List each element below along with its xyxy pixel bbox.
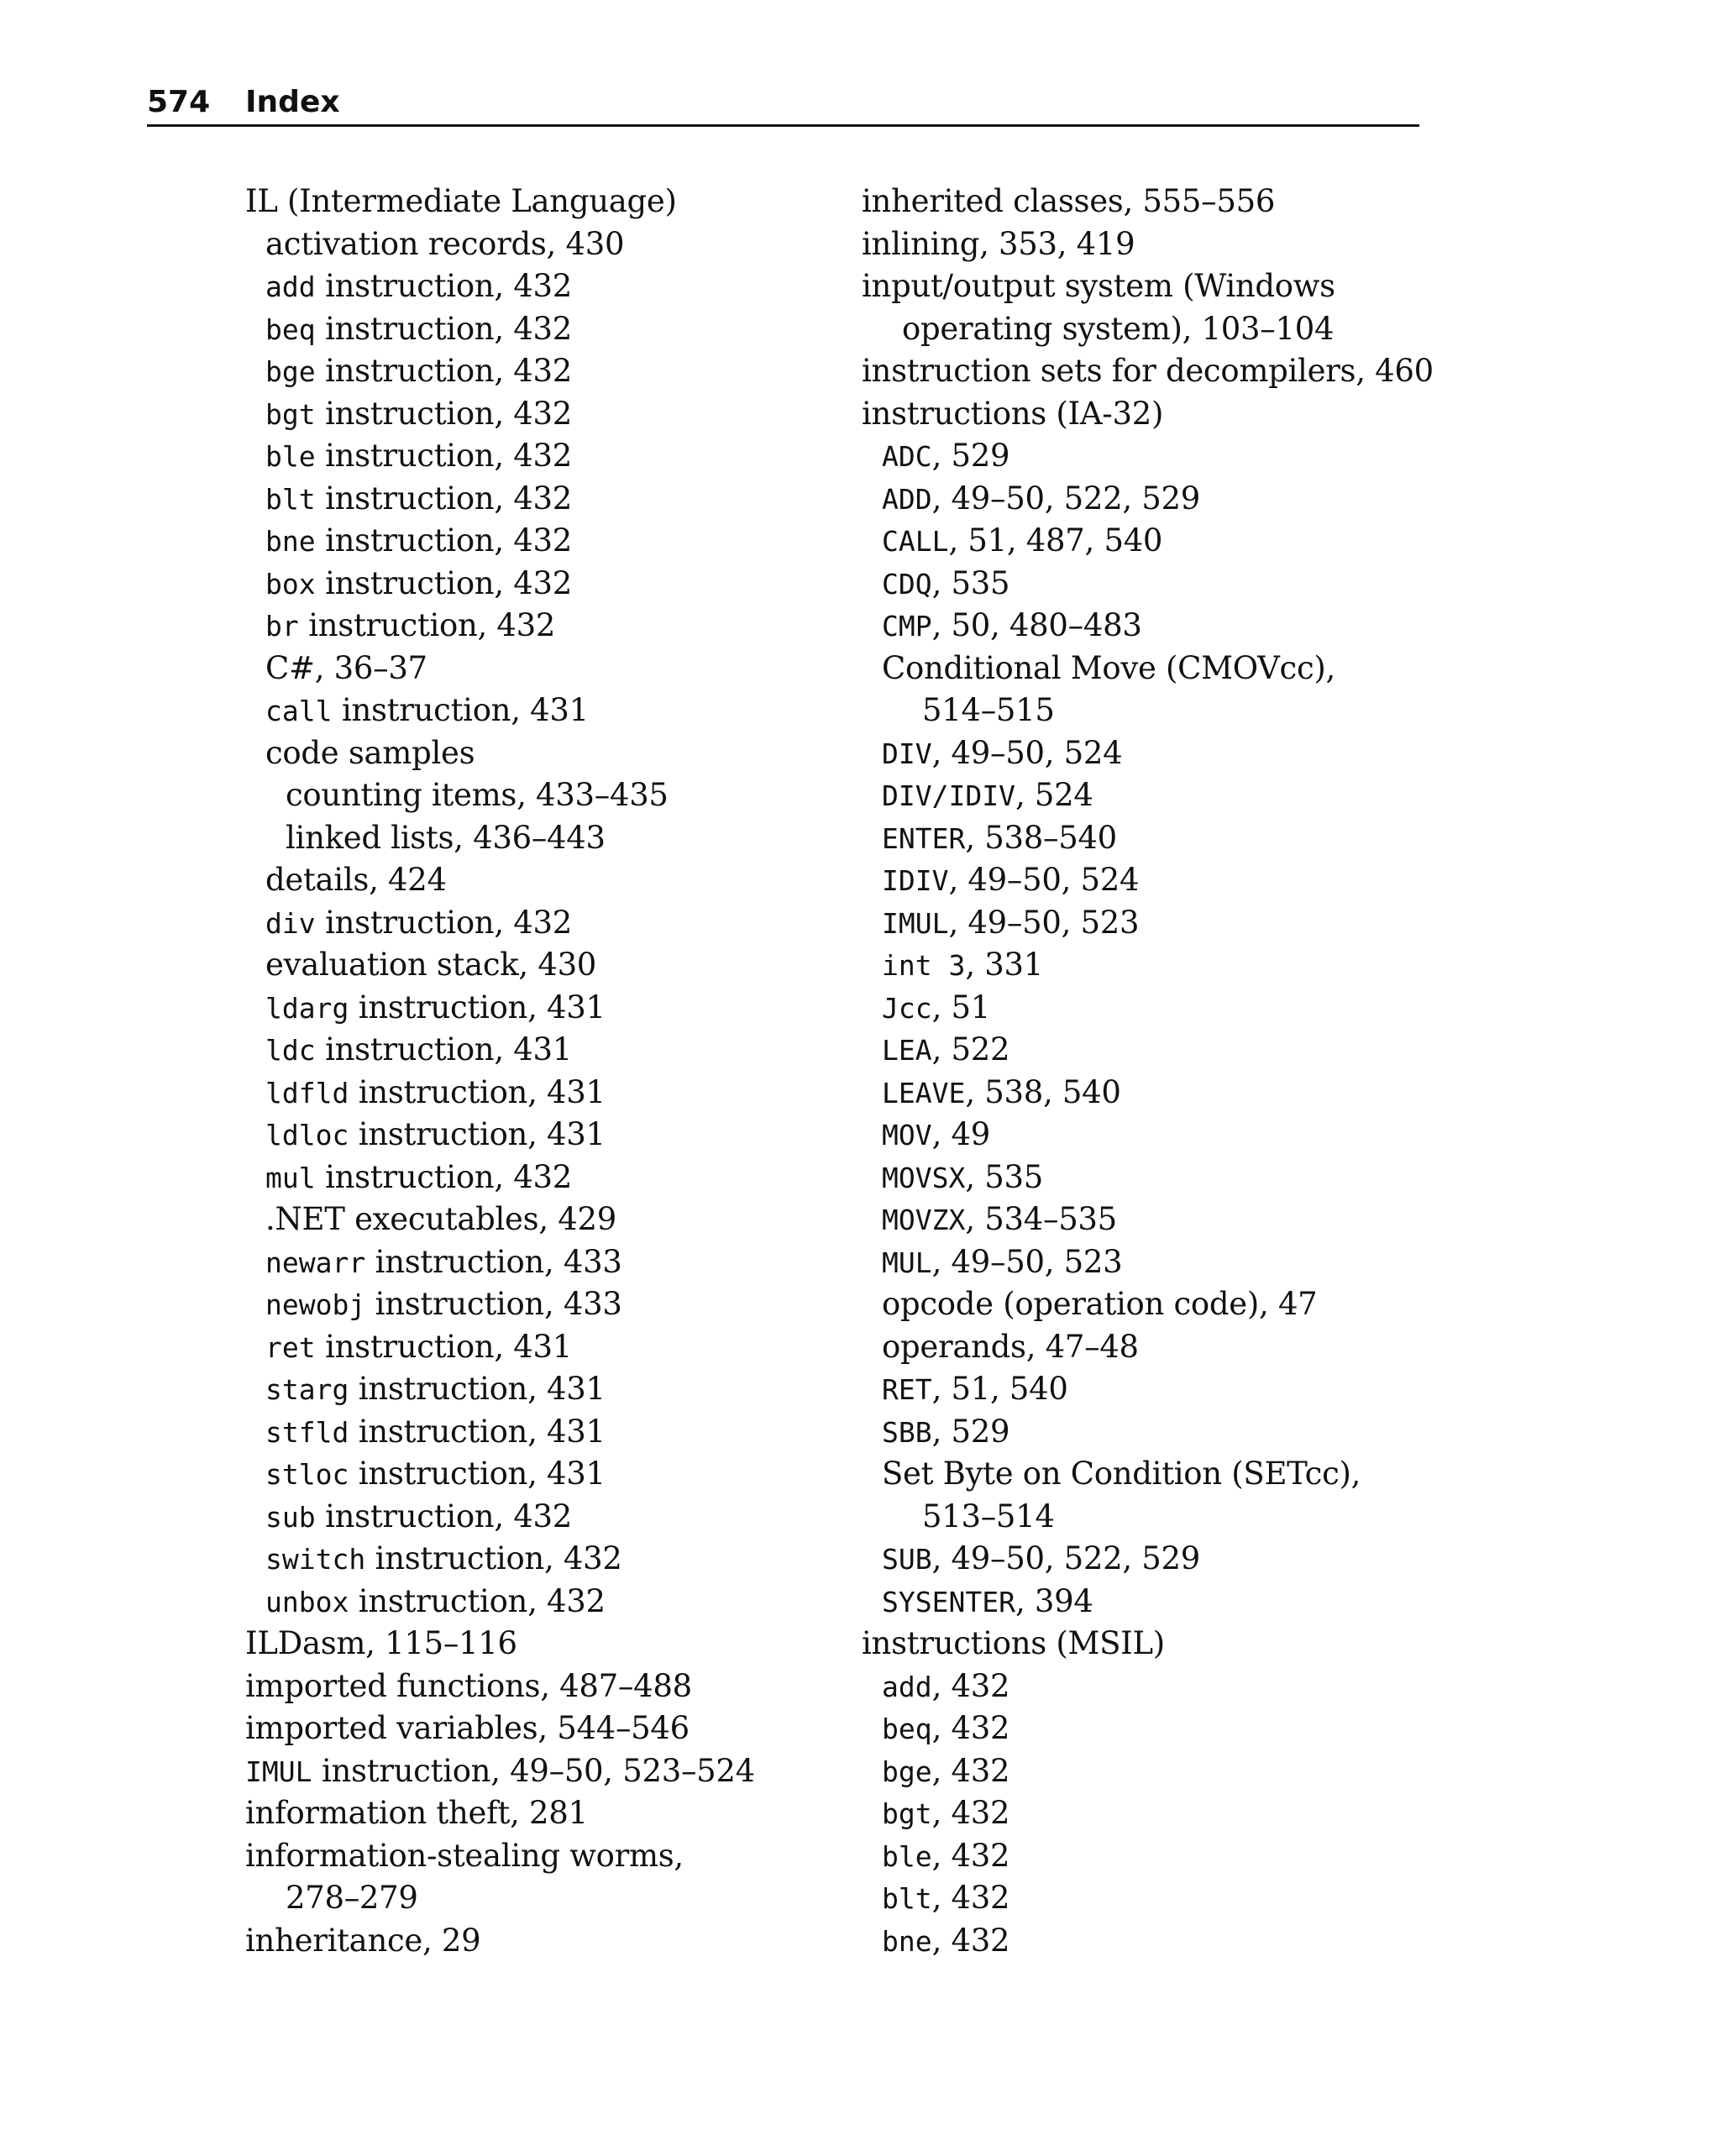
index-entry-text: instruction, 432 [349,1582,606,1619]
index-entry-text: instruction, 431 [349,1371,606,1407]
index-entry-text: , 49–50, 522, 529 [931,1540,1200,1576]
index-entry-text: inheritance, 29 [245,1922,481,1959]
index-entry [862,1283,1450,1326]
index-entry [245,1496,850,1539]
index-entry [862,1114,1450,1157]
index-entry [862,1707,1450,1750]
index-entry-text: , 538–540 [965,819,1117,856]
index-entry-code: sub [265,1500,316,1534]
index-entry-code: int 3 [882,949,966,982]
index-entry-text: instruction, 431 [349,1073,606,1110]
index-entry-code: ADC [882,440,932,473]
index-entry [245,1920,850,1963]
index-entry-code: LEAVE [882,1076,966,1109]
index-entry-code: ldloc [265,1119,349,1151]
index-entry-text: , 394 [1015,1582,1093,1619]
index-entry [862,1666,1450,1708]
index-entry-text: instruction, 431 [315,1328,572,1365]
index-entry [245,987,850,1030]
index-entry [245,1538,850,1581]
index-entry [245,902,850,945]
index-entry-text: , 522 [931,1031,1010,1068]
index-entry [862,350,1450,393]
index-entry-text: , 432 [931,1752,1010,1789]
index-entry-code: box [265,567,316,601]
index-entry-text: evaluation stack, 430 [265,947,597,983]
index-entry-code: switch [265,1543,366,1576]
index-entry [245,1283,850,1326]
index-entry [862,393,1450,436]
index-entry [862,265,1450,308]
index-entry [245,690,850,732]
index-entry-text: , 432 [931,1795,1010,1831]
index-entry-text: instructions (IA-32) [862,395,1164,432]
index-entry-code: unbox [265,1585,349,1618]
index-entry-text: , 529 [931,438,1010,474]
index-entry-code: DIV [882,737,932,770]
index-entry [862,902,1450,945]
index-entry-text: C#, 36–37 [265,649,427,686]
index-entry-text: Set Byte on Condition (SETcc), [882,1456,1361,1492]
index-entry [245,350,850,393]
index-entry-code: ldarg [265,991,349,1025]
index-entry-code: stloc [265,1458,349,1491]
index-entry-text: , 51, 540 [931,1371,1068,1407]
index-entry-text: instruction, 432 [315,522,572,559]
index-entry [245,774,850,817]
index-entry-text: instruction, 432 [315,1158,572,1195]
index-entry [245,605,850,648]
index-entry-code: ldfld [265,1076,349,1109]
index-column-left [245,181,850,1962]
index-entry [862,181,1450,223]
index-entry-code: beq [265,312,316,346]
index-entry [245,944,850,987]
index-entry [245,1072,850,1115]
index-entry-code: stfld [265,1415,349,1449]
index-entry-text: opcode (operation code), 47 [882,1286,1318,1322]
index-entry-code: IMUL [245,1755,312,1788]
index-entry [245,648,850,690]
index-entry-code: RET [882,1373,932,1406]
index-entry [245,1114,850,1157]
index-entry-code: newarr [265,1246,366,1279]
index-entry [862,308,1450,351]
index-entry-text: instruction, 433 [365,1243,622,1280]
index-entry-text: instruction, 49–50, 523–524 [312,1752,755,1789]
index-entry-code: beq [882,1713,932,1745]
index-entry [245,1581,850,1624]
index-entry-text: 514–515 [922,692,1055,728]
index-entry-code: add [265,270,316,303]
index-entry [245,393,850,436]
index-entry [862,435,1450,478]
index-entry [862,1411,1450,1454]
index-entry [862,1877,1450,1920]
index-entry [862,1453,1450,1496]
index-entry [862,817,1450,860]
index-entry-text: , 535 [965,1158,1043,1195]
index-entry-text: IL (Intermediate Language) [245,183,677,219]
index-entry [862,774,1450,817]
index-entry-code: MOVSX [882,1161,966,1194]
index-entry [245,1623,850,1666]
index-entry [245,1029,850,1072]
index-entry [245,223,850,266]
index-entry-code: ENTER [882,821,966,855]
index-entry [862,1072,1450,1115]
index-entry [245,1326,850,1369]
index-entry-text: , 535 [931,564,1010,601]
index-entry [862,1623,1450,1666]
index-entry [245,1877,850,1920]
index-entry-text: information-stealing worms, [245,1837,684,1874]
index-entry-text: , 49–50, 523 [931,1243,1123,1280]
index-entry-code: newobj [265,1288,366,1321]
index-entry [245,1750,850,1793]
index-entry-text: counting items, 433–435 [286,777,669,813]
index-entry-text: instruction, 432 [315,438,572,474]
index-entry-code: Jcc [882,991,932,1025]
index-entry [245,1368,850,1411]
index-entry [862,1750,1450,1793]
index-entry-code: bne [265,525,316,558]
index-entry-text: .NET executables, 429 [265,1201,616,1237]
index-entry [245,1157,850,1199]
index-entry-code: ret [265,1330,316,1364]
index-entry [862,1792,1450,1835]
index-entry [862,732,1450,775]
index-entry [245,520,850,563]
index-entry-text: , 331 [965,947,1043,983]
index-entry-code: ble [265,440,316,473]
index-entry-code: SYSENTER [882,1585,1015,1618]
index-entry-code: br [265,610,299,643]
index-entry-text: instruction, 431 [349,989,606,1026]
index-entry-code: SBB [882,1415,932,1449]
index-entry [245,1707,850,1750]
index-entry-text: inherited classes, 555–556 [862,183,1276,219]
index-entry-text: instruction, 432 [315,395,572,432]
index-entry [245,435,850,478]
index-entry-text: instruction, 431 [332,692,589,728]
index-entry-text: instruction, 432 [315,564,572,601]
index-entry-text: linked lists, 436–443 [286,819,606,856]
index-entry-text: instruction, 432 [315,310,572,347]
index-entry-text: imported variables, 544–546 [245,1710,690,1746]
index-entry [245,308,850,351]
index-entry [862,1538,1450,1581]
index-entry [862,1368,1450,1411]
index-entry [862,478,1450,521]
index-entry-text: instruction, 432 [298,607,556,643]
index-entry [245,1453,850,1496]
index-entry-text: instruction, 432 [315,1498,572,1534]
index-entry [862,563,1450,606]
index-entry-code: MOV [882,1119,932,1151]
index-entry-text: , 49–50, 523 [948,904,1140,941]
index-entry-text: , 49–50, 524 [931,734,1123,771]
index-entry [245,1666,850,1708]
index-entry [245,817,850,860]
index-entry-text: , 51, 487, 540 [948,522,1163,559]
index-entry-text: instruction sets for decompilers, 460 [862,353,1434,389]
index-entry-code: CDQ [882,567,932,601]
index-entry [862,1199,1450,1241]
index-entry-code: CALL [882,525,949,558]
index-entry-text: instruction, 431 [349,1116,606,1152]
index-entry-text: instruction, 432 [315,480,572,517]
index-entry-text: information theft, 281 [245,1795,588,1831]
index-entry-code: starg [265,1373,349,1406]
index-entry-text: , 49–50, 524 [948,862,1140,898]
index-entry-text: ILDasm, 115–116 [245,1625,517,1661]
index-entry-text: operands, 47–48 [882,1328,1139,1365]
index-entry [245,478,850,521]
index-entry [862,1157,1450,1199]
index-entry-text: , 50, 480–483 [931,607,1142,643]
index-entry [862,605,1450,648]
index-entry [862,520,1450,563]
index-entry [245,1241,850,1284]
index-entry-code: bge [265,355,316,388]
index-entry-text: operating system), 103–104 [902,310,1335,347]
index-entry-text: , 51 [931,989,991,1026]
index-entry-text: 278–279 [286,1880,418,1916]
index-entry-code: IMUL [882,906,949,940]
index-entry [862,223,1450,266]
index-entry-code: ADD [882,482,932,516]
index-entry-code: bne [882,1924,932,1958]
index-entry [862,1920,1450,1963]
index-entry [862,1581,1450,1624]
index-entry [245,732,850,775]
index-entry-text: , 432 [931,1922,1010,1959]
index-entry [862,1241,1450,1284]
index-entry [245,265,850,308]
index-entry-text: instruction, 432 [315,353,572,389]
index-entry-text: instructions (MSIL) [862,1625,1165,1661]
index-entry-text: activation records, 430 [265,225,625,262]
index-entry-text: , 49 [931,1116,991,1152]
index-entry-text: , 49–50, 522, 529 [931,480,1200,517]
index-entry-code: SUB [882,1543,932,1576]
header-title: Index [245,85,340,119]
index-entry-code: DIV/IDIV [882,779,1015,812]
index-entry-text: , 432 [931,1837,1010,1874]
index-entry-text: instruction, 433 [365,1286,622,1322]
index-column-right [862,181,1450,1962]
index-entry-code: LEA [882,1034,932,1067]
index-entry [245,181,850,223]
index-entry-text: code samples [265,734,475,771]
index-entry-code: IDIV [882,864,949,897]
index-entry-text: , 529 [931,1413,1010,1450]
index-entry [862,1835,1450,1878]
index-entry-text: , 524 [1015,777,1093,813]
index-entry [245,859,850,902]
index-entry-code: MOVZX [882,1204,966,1236]
page-number: 574 [147,85,211,119]
index-entry-code: bge [882,1755,932,1788]
index-entry [245,1792,850,1835]
index-entry-text: instruction, 431 [349,1413,606,1450]
index-entry-text: 513–514 [922,1498,1055,1534]
running-header [147,84,1419,127]
index-entry-code: add [882,1670,932,1703]
index-entry [862,648,1450,690]
index-entry-code: blt [882,1882,932,1915]
index-entry [862,690,1450,732]
index-entry-code: call [265,695,333,727]
index-entry [862,1326,1450,1369]
index-entry-text: inlining, 353, 419 [862,225,1135,262]
index-entry-text: , 432 [931,1667,1010,1704]
index-entry [862,1496,1450,1539]
index-entry-code: blt [265,482,316,516]
index-entry [245,1411,850,1454]
index-entry-text: imported functions, 487–488 [245,1667,692,1704]
index-entry-text: instruction, 431 [315,1031,572,1068]
index-entry-text: instruction, 432 [365,1540,622,1576]
index-entry-text: input/output system (Windows [862,268,1335,304]
index-entry [862,859,1450,902]
index-entry-text: , 534–535 [965,1201,1117,1237]
index-entry-code: ldc [265,1034,316,1067]
index-entry [862,987,1450,1030]
index-entry-text: instruction, 432 [315,268,572,304]
index-entry-code: CMP [882,610,932,643]
index-entry-text: , 432 [931,1710,1010,1746]
index-entry-code: MUL [882,1246,932,1279]
index-entry [245,563,850,606]
index-entry-text: Conditional Move (CMOVcc), [882,649,1335,686]
index-entry-code: ble [882,1839,932,1873]
index-entry-text: instruction, 431 [349,1456,606,1492]
index-entry-text: instruction, 432 [315,904,572,941]
index-entry-code: mul [265,1161,316,1194]
index-entry [245,1835,850,1878]
index-entry-text: , 538, 540 [965,1073,1121,1110]
index-entry-code: bgt [882,1797,932,1830]
index-entry-text: , 432 [931,1880,1010,1916]
index-entry-code: bgt [265,397,316,431]
index-entry-text: details, 424 [265,862,447,898]
index-entry [862,944,1450,987]
index-entry-code: div [265,906,316,940]
index-entry [245,1199,850,1241]
index-entry [862,1029,1450,1072]
